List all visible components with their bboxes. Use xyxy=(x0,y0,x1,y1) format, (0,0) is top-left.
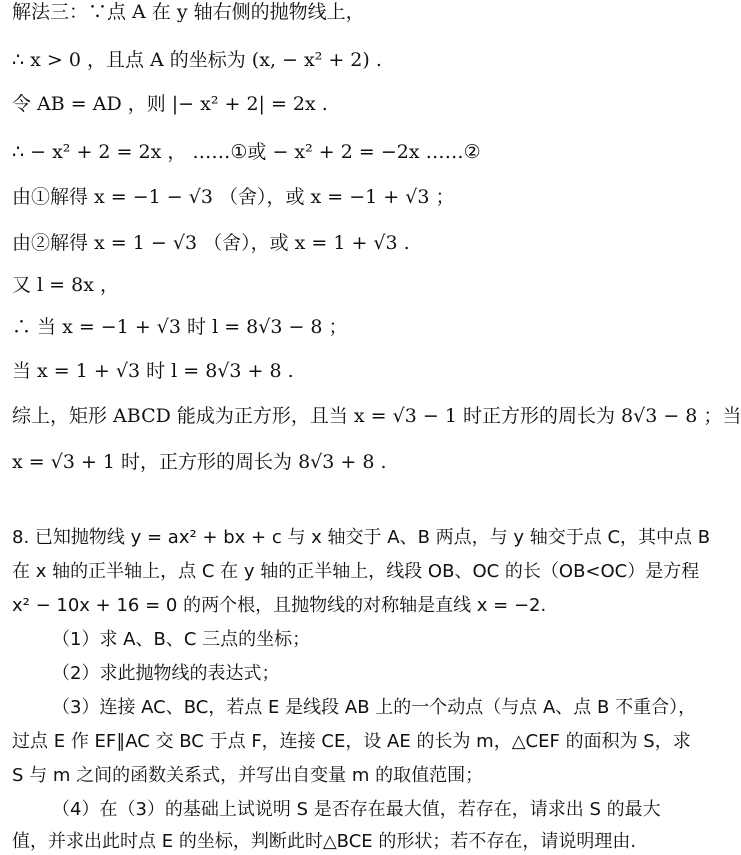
problem8-line-6: （3）连接 AC、BC，若点 E 是线段 AB 上的一个动点（与点 A、点 B 不重合）， xyxy=(52,697,697,718)
method3-line-6: 由②解得 x = 1 − √3 （舍），或 x = 1 + √3 . xyxy=(12,232,410,254)
method3-line-9: 当 x = 1 + √3 时 l = 8√3 + 8 . xyxy=(12,360,294,382)
problem8-line-2: 在 x 轴的正半轴上，点 C 在 y 轴的正半轴上，线段 OB、OC 的长（OB<OC）是方程 xyxy=(12,561,700,582)
method3-line-7: 又 l = 8x ， xyxy=(12,274,119,296)
problem8-line-7: 过点 E 作 EF∥AC 交 BC 于点 F，连接 CE，设 AE 的长为 m，△CEF 的面积为 S，求 xyxy=(12,731,691,752)
method3-line-5: 由①解得 x = −1 − √3 （舍），或 x = −1 + √3 ； xyxy=(12,186,455,208)
method3-line-3: 令 AB = AD ，则 |− x² + 2| = 2x . xyxy=(12,93,328,115)
problem8-line-5: （2）求此抛物线的表达式； xyxy=(52,663,280,684)
problem8-line-9: （4）在（3）的基础上试说明 S 是否存在最大值，若存在，请求出 S 的最大 xyxy=(52,799,661,820)
problem8-line-3: x² − 10x + 16 = 0 的两个根，且抛物线的对称轴是直线 x = −2. xyxy=(12,595,547,616)
method3-line-1: 解法三：∵点 A 在 y 轴右侧的抛物线上， xyxy=(12,1,365,23)
problem8-line-1: 8. 已知抛物线 y = ax² + bx + c 与 x 轴交于 A、B 两点，与 y 轴交于点 C，其中点 B xyxy=(12,527,711,548)
problem8-line-8: S 与 m 之间的函数关系式，并写出自变量 m 的取值范围； xyxy=(12,765,484,786)
method3-line-8: ∴ 当 x = −1 + √3 时 l = 8√3 − 8 ； xyxy=(12,316,348,338)
method3-line-11: x = √3 + 1 时，正方形的周长为 8√3 + 8 . xyxy=(12,451,387,473)
method3-line-2: ∴ x > 0 ，且点 A 的坐标为 (x, − x² + 2) . xyxy=(12,49,382,71)
problem8-line-10: 值，并求出此时点 E 的坐标，判断此时△BCE 的形状；若不存在，请说明理由. xyxy=(12,831,637,852)
method3-line-4: ∴ − x² + 2 = 2x ， ……①或 − x² + 2 = −2x ……② xyxy=(12,141,481,163)
problem8-line-4: （1）求 A、B、C 三点的坐标； xyxy=(52,629,311,650)
method3-line-10: 综上，矩形 ABCD 能成为正方形，且当 x = √3 − 1 时正方形的周长为 8√3 − 8 ；当 xyxy=(12,405,741,427)
